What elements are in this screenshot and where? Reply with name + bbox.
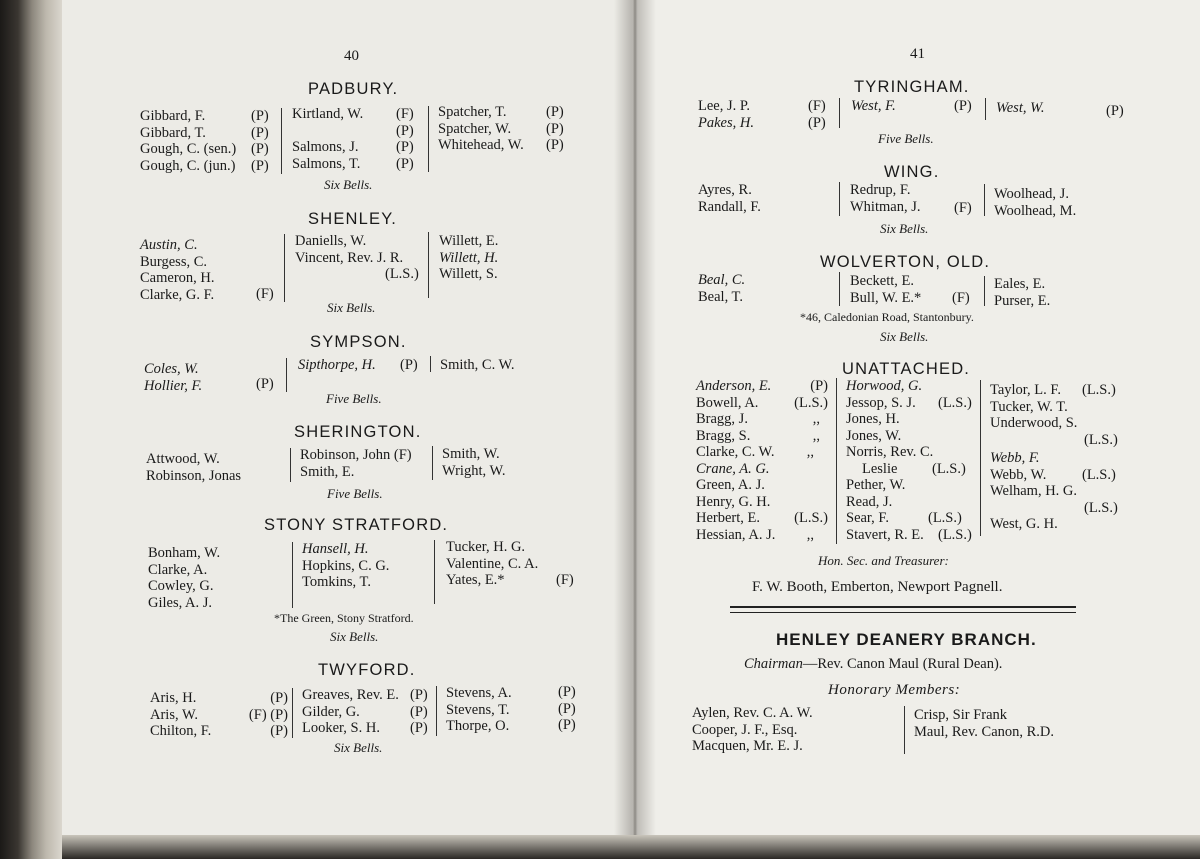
- section-title-unattached: UNATTACHED.: [842, 360, 971, 378]
- column-divider: [836, 378, 837, 544]
- tyringham-col1-tags: (F) (P): [808, 98, 826, 131]
- padbury-col2: Kirtland, W. Salmons, J. Salmons, T.: [292, 106, 364, 172]
- padbury-col1: Gibbard, F. Gibbard, T. Gough, C. (sen.) Gough, C. (jun.): [140, 108, 237, 174]
- stony-stratford-col1: Bonham, W. Clarke, A. Cowley, G. Giles, A. J.: [148, 545, 221, 611]
- book-page-edges: [0, 0, 68, 859]
- stony-stratford-col3: Tucker, H. G. Valentine, C. A. Yates, E.*: [446, 539, 539, 588]
- unattached-col1: Anderson, E. Bowell, A. Bragg, J. Bragg, S. Clarke, C. W. Crane, A. G. Green, A. J. Henry, G. H. Herbert, E. Hessian, A. J.: [696, 378, 776, 543]
- twyford-col3-tags: (P) (P) (P): [558, 684, 576, 733]
- column-divider: [281, 108, 282, 174]
- wolverton-col1: Beal, C. Beal, T.: [698, 272, 746, 305]
- footnote: *46, Caledonian Road, Stantonbury.: [800, 310, 974, 324]
- twyford-col1: Aris, H. Aris, W. Chilton, F.: [150, 690, 212, 739]
- wing-col2: Redrup, F. Whitman, J.: [850, 182, 921, 215]
- twyford-col3: Stevens, A. Stevens, T. Thorpe, O.: [446, 685, 512, 734]
- henley-col2: Crisp, Sir Frank Maul, Rev. Canon, R.D.: [914, 707, 1055, 740]
- column-divider: [292, 542, 293, 608]
- column-divider: [984, 276, 985, 306]
- twyford-col2: Greaves, Rev. E. Gilder, G. Looker, S. H.: [302, 687, 399, 736]
- footnote: *The Green, Stony Stratford.: [274, 611, 414, 625]
- padbury-col2-tags: (F) (P) (P) (P): [396, 106, 414, 172]
- wolverton-col3: Eales, E. Purser, E.: [994, 276, 1051, 309]
- bells-count: Five Bells.: [327, 486, 383, 501]
- sympson-col2: Sipthorpe, H.: [298, 357, 376, 373]
- wolverton-col2-tag: (F): [952, 290, 970, 306]
- left-page: [62, 0, 634, 835]
- column-divider: [432, 446, 433, 480]
- tyringham-col2: West, F.: [851, 98, 896, 114]
- bells-count: Six Bells.: [327, 300, 376, 315]
- wing-col1: Ayres, R. Randall, F.: [698, 182, 761, 215]
- section-title-shenley: SHENLEY.: [308, 210, 398, 228]
- unattached-col3: Taylor, L. F. Tucker, W. T. Underwood, S. (L.S.) Webb, F. Webb, W. Welham, H. G. (L.S.) West, G. H.: [990, 382, 1118, 532]
- column-divider: [434, 540, 435, 604]
- section-title-twyford: TWYFORD.: [318, 661, 416, 679]
- sympson-col1: Coles, W. Hollier, F.: [144, 361, 203, 394]
- column-divider: [428, 106, 429, 172]
- book-gutter: [614, 0, 656, 835]
- stony-stratford-col2: Hansell, H. Hopkins, C. G. Tomkins, T.: [302, 541, 390, 590]
- hon-sec-name: F. W. Booth, Emberton, Newport Pagnell.: [752, 579, 1003, 595]
- sherington-col1: Attwood, W. Robinson, Jonas: [146, 451, 242, 484]
- right-page: [632, 0, 1200, 835]
- sympson-col2-tag: (P): [400, 357, 418, 373]
- tyringham-col1: Lee, J. P. Pakes, H.: [698, 98, 754, 131]
- tyringham-col2-tag: (P): [954, 98, 972, 114]
- section-title-tyringham: TYRINGHAM.: [854, 78, 970, 96]
- padbury-col3: Spatcher, T. Spatcher, W. Whitehead, W.: [438, 104, 524, 153]
- unattached-col2: Horwood, G. Jessop, S. J. Jones, H. Jones, W. Norris, Rev. C. Leslie Pether, W. Read, J. Sear, F. Stavert, R. E.: [846, 378, 934, 543]
- column-divider: [292, 688, 293, 738]
- bells-count: Five Bells.: [878, 131, 934, 146]
- padbury-col3-tags: (P) (P) (P): [546, 104, 564, 153]
- hon-sec-label: Hon. Sec. and Treasurer:: [818, 553, 949, 568]
- bells-count: Six Bells.: [880, 221, 929, 236]
- column-divider: [984, 184, 985, 216]
- column-divider: [286, 358, 287, 392]
- section-rule: [730, 612, 1076, 613]
- sherington-col2: Robinson, John (F) Smith, E.: [300, 447, 412, 480]
- wing-col2-tag: (F): [954, 200, 972, 216]
- wing-col3: Woolhead, J. Woolhead, M.: [994, 186, 1077, 219]
- shenley-col2: Daniells, W. Vincent, Rev. J. R. (L.S.): [295, 233, 419, 282]
- twyford-col2-tags: (P) (P) (P): [410, 687, 428, 736]
- section-rule: [730, 606, 1076, 608]
- column-divider: [839, 98, 840, 128]
- tyringham-col3-tag: (P): [1106, 103, 1124, 119]
- bells-count: Five Bells.: [326, 391, 382, 406]
- column-divider: [428, 232, 429, 298]
- shenley-col1-tag: (F): [256, 286, 274, 302]
- bells-count: Six Bells.: [330, 629, 379, 644]
- section-title-stony-stratford: STONY STRATFORD.: [264, 516, 449, 534]
- column-divider: [290, 448, 291, 482]
- bells-count: Six Bells.: [334, 740, 383, 755]
- column-divider: [904, 706, 905, 754]
- stony-stratford-col3-tag: (F): [556, 572, 574, 588]
- tyringham-col3: West, W.: [996, 100, 1045, 116]
- section-title-sympson: SYMPSON.: [310, 333, 407, 351]
- page-bottom-edge: [62, 835, 1200, 859]
- column-divider: [980, 380, 981, 536]
- shenley-col3: Willett, E. Willett, H. Willett, S.: [439, 233, 499, 282]
- section-title-sherington: SHERINGTON.: [294, 423, 422, 441]
- chairman-line: Chairman—Rev. Canon Maul (Rural Dean).: [744, 656, 1003, 672]
- honorary-members-label: Honorary Members:: [828, 682, 961, 698]
- bells-count: Six Bells.: [324, 177, 373, 192]
- bells-count: Six Bells.: [880, 329, 929, 344]
- page-number: 40: [344, 48, 359, 64]
- column-divider: [436, 686, 437, 736]
- twyford-col1-tags: (P) (F) (P) (P): [248, 690, 288, 739]
- column-divider: [839, 272, 840, 306]
- column-divider: [284, 234, 285, 302]
- sympson-col1-tag: (P): [256, 376, 274, 392]
- unattached-col1-tags: (P) (L.S.) ,, ,, ,, (L.S.) ,,: [794, 378, 828, 543]
- sympson-col3: Smith, C. W.: [440, 357, 515, 373]
- unattached-col2-tags: (L.S.) (L.S.) (L.S.) (L.S.): [928, 394, 972, 543]
- column-divider: [430, 356, 431, 372]
- section-title-wolverton-old: WOLVERTON, OLD.: [820, 253, 991, 271]
- wolverton-col2: Beckett, E. Bull, W. E.*: [850, 273, 922, 306]
- padbury-col1-tags: (P) (P) (P) (P): [251, 108, 269, 174]
- sherington-col3: Smith, W. Wright, W.: [442, 446, 506, 479]
- shenley-col1: Austin, C. Burgess, C. Cameron, H. Clarke, G. F.: [140, 237, 215, 303]
- section-title-henley-deanery: HENLEY DEANERY BRANCH.: [776, 630, 1037, 649]
- column-divider: [839, 182, 840, 216]
- henley-col1: Aylen, Rev. C. A. W. Cooper, J. F., Esq. Macquen, Mr. E. J.: [692, 705, 813, 754]
- page-number: 41: [910, 46, 925, 62]
- unattached-col3-tags: (L.S.) (L.S.): [1082, 382, 1116, 483]
- section-title-wing: WING.: [884, 163, 940, 181]
- column-divider: [985, 98, 986, 120]
- section-title-padbury: PADBURY.: [308, 80, 399, 98]
